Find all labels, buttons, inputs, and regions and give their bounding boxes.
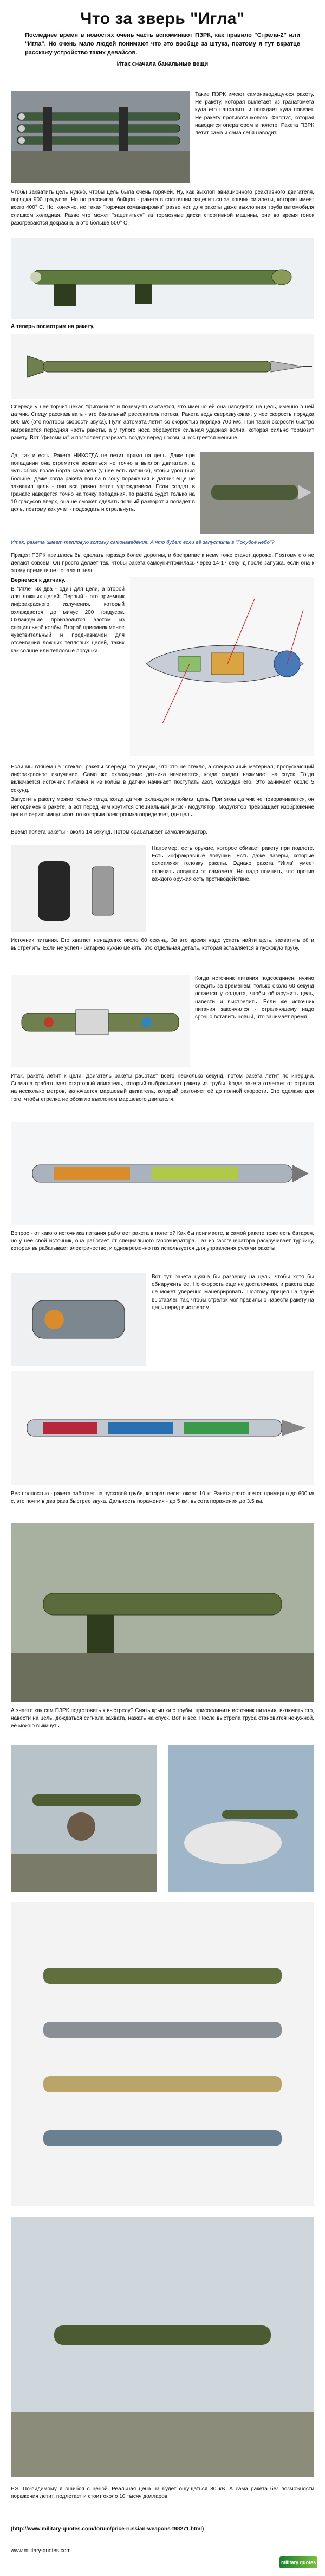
missile-rack-photo: [11, 91, 190, 183]
tube-cutaway: [11, 975, 190, 1067]
launcher-photo: [11, 1523, 314, 1702]
source-url[interactable]: (http://www.military-quotes.com/forum/price-russian-weapons-t98271.html): [11, 2526, 204, 2532]
launch-photo: [168, 1745, 314, 1892]
missile-section-illustration: [11, 1371, 314, 1485]
missile-head-illustration: [200, 452, 314, 534]
missile-photo: [11, 334, 314, 399]
launcher-diagram: [11, 238, 314, 319]
p12-text: Источник питания. Его хватает ненадолго: около 60 секунд. За это время надо успеть найти цель, захватить её и выстрелить. Если не успел - батарею нужно менять, это отдельная деталь, которая вставляется в пусковую трубу.: [11, 938, 314, 952]
battery-diagram: [11, 845, 146, 932]
gas-generator-photo: [11, 1273, 146, 1366]
p11-text: Например, есть оружие, которое сбивает ракету при подлете. Есть инфракрасные ловушки. Есть даже лазеры, которые ослепляют головку ракеты. Однако ракета "Игла" умеет отличать ловушки от самолета. Но надо помнить, что против каждого оружия есть противодействие.: [152, 845, 314, 882]
p10-text: Время полета ракеты - около 14 секунд. Потом срабатывает самоликвидатор.: [11, 829, 207, 835]
p18-text: А знаете как сам ПЗРК подготовить к выстрелу? Снять крышки с трубы, присоединить источник питания, включить его, навести на цель, дождаться сигнала захвата, нажать на спуск. Вот и всё. После выстрела труба становится ненужной, её можно выкинуть.: [11, 1708, 314, 1729]
missile-rack-illustration: [11, 91, 190, 183]
motor-illustration: [11, 1122, 314, 1225]
article-page: [0, 10, 325, 2576]
site-logo: military quotes: [280, 2556, 317, 2568]
battery-illustration: [11, 845, 146, 932]
site-name: www.military-quotes.com: [11, 2548, 71, 2554]
exploded-illustration: [11, 1902, 314, 2206]
p6-text: Прицел ПЗРК пришлось бы сделать гораздо более дорогим, и боеприпас к нему тоже станет дороже. Поэтому его не делают совсем. Он просто делает так, чтобы ракета самоуничтожилась через 14-17 секунд после запуска, если она к этому времени не попала в цель.: [11, 553, 314, 574]
p17-text: Вес полностью - ракета работает на пусковой трубе, которая весит около 10 кг. Ракета разгоняется примерно до 600 м/с, это почти в два раза быстрее звука. Дальность поражения - до 5 км, высота поражения до 3.5 км.: [11, 1491, 314, 1505]
section-subhead: Итак сначала банальные вещи: [116, 60, 209, 67]
p8-text: Если мы глянем на "стекло" ракеты спереди, то увидим, что это не стекло, а специальный материал, пропускающий инфракрасное излучение. Само же охлаждение датчика начинается, когда солдат нажимает на спуск. Тогда включается источник питания и из колбы в датчик начинает поступать азот, охлаждая его. Это занимает около 5 секунд.: [11, 764, 314, 793]
launcher-photo-illustration: [11, 1523, 314, 1702]
p4-text: Спереди у нее торчит некая "фигомина" и почему-то считается, что именно ей она наводится на цель, именно в ней датчик. Спецу рассказывать - это банальный рассекатель потока. Ракета ведь сверхзвуковая, у нее скорость порядка 500 м/с (это полторы скорости звука). Пуля автомата летит со скоростью порядка 700 м/с. При такой скорости быстро нагревается передняя часть ракеты, а у тупого носа образуется сильная ударная волна, которая сильно тормозит ракету. Вот "фигомина" и позволяет разрезать воздух перед носом, и нос греется меньше.: [11, 404, 314, 441]
intro-paragraph: Последнее время в новостях очень часть вспоминают ПЗРК, как правило "Стрела-2" или "Игла". Но очень мало людей понимают что это вообще за штука, поэтому я тут вкратце расскажу устройство таких девайсов.: [25, 32, 300, 56]
p7-text: В "Игле" их два - один для цели, а второй для ложных целей. Первый - это приемник инфракрасного излучения, который охлаждается до минус 200 градусов. Охлаждение производится азотом из специальной колбы. Второй приемник менее чувствительный и предназначен для отсеивания ложных тепловых целей, таких как солнце или тепловые ловушки.: [11, 586, 125, 654]
launch-illustration: [168, 1745, 314, 1892]
tube-illustration: [11, 975, 190, 1067]
p3-text: А теперь посмотрим на ракету.: [11, 324, 95, 330]
seeker-cutaway: [130, 577, 314, 756]
p1-text: Такие ПЗРК имеют самонаводящуюся ракету. Не ракету, которая вылетает из гранатомета куда его направить и попадает куда повезет. Не ракету противотанкового "Фагота", которая наводится оператором в полете. Ракета ПЗРК летит сама и сама себя наводит.: [195, 92, 314, 136]
q1-heading: Итак, ракета имеет тепловую головку самонаведения. А что будет если её запустить в "Голубое небо"?: [11, 540, 275, 546]
missile-section: [11, 1371, 314, 1485]
page-title: Что за зверь "Игла": [80, 10, 245, 28]
p7-heading: Вернемся к датчику.: [11, 578, 66, 584]
p2-text: Чтобы захватить цель нужно, чтобы цель была очень горячей. Ну, как выхлоп авиационного реактивного двигателя, порядка 900 градусов. Но но рассеиван бойцов - ракета в состоянии зацепиться за кончик сигареты, которая имеет всего 400° C. Но, конечно, не такая "горячая командировка" разве нет, для ракеты даже выхлопная труба автомобиля слишком холодная. Разве что может "зацепиться" за тормозные диски спортивной машины, они во время гонок разогреваются докрасна, а это больше 500° C.: [11, 189, 314, 226]
motor-cutaway: [11, 1122, 314, 1225]
seeker-illustration: [130, 577, 314, 756]
exploded-view: [11, 1902, 314, 2206]
p14-text: Итак, ракета летит к цели. Двигатель ракеты работает всего несколько секунд, потом ракета летит по инерции. Сначала срабатывает стартовый двигатель, который выбрасывает ракету из трубы. Когда ракета отлетает от стрелка на несколько метров, включается маршевый двигатель, который разгоняет её до полной скорости. Это сделано для того, чтобы стрелка не обожгло выхлопом маршевого двигателя.: [11, 1073, 314, 1103]
p16-text: Вот тут ракета нужна бы разверну на цель, чтобы хотя бы обнаружить ее. Но скорость еще не достаточная, и ракета еще не может уверенно маневрировать. Поэтому прицел на трубе выставлен так, чтобы стрелок мог правильно навести ракету на цель перед выстрелом.: [152, 1274, 314, 1311]
p9-text: Запустить ракету можно только тогда, когда датчик охлажден и поймал цель. При этом датчик не поворачивается, он неподвижен в ракете, а вот перед ним крутится специальный диск - модулятор. Модулятор превращает изображение цели в серию импульсов, по которым электроника определяет, где цель.: [11, 797, 314, 818]
launcher-illustration: [11, 238, 314, 319]
missile-head-photo: [200, 452, 314, 534]
missile-illustration: [11, 334, 314, 399]
p5-text: Да, так и есть. Ракета НИКОГДА не летит прямо на цель. Даже при попадании она стремится вонзиться не точно в выхлоп двигателя, а чуть сбоку возле борта самолета (у нее есть датчики), чтобы урон был больше. Даже когда ракета вошла в зону поражения и датчик ещё не захватил цель - она все равно летит упреждением. Если солдат в гранате наведется точно на точку попадания, то ракета будет только на 10 градусов вверх, она не сможет сделать полный разворот и попадет в цель, поэтому как учат - подождать и стрельнуть.: [11, 453, 195, 513]
p15-text: Вопрос - от какого источника питания работает ракета в полете? Как бы понимаете, в самой ракете тоже есть батарея, но у неё свой источник, она работает от специального газогенератора. Газ из газогенератора раскручивает турбину, которая вырабатывает электричество, и одновременно газ используется для управления рулями ракеты.: [11, 1231, 314, 1252]
p13-text: Когда источник питания подсоединен, нужно следить за временем: только около 60 секунд остается у солдата, чтобы обнаружить цель, навести и выстрелить. Если же источник питания закончился - стреляющему надо срочно вставить новый, что занимает время.: [195, 976, 314, 1020]
soldier-illustration: [11, 1745, 157, 1892]
comparison-illustration: [11, 2217, 314, 2477]
gas-generator-illustration: [11, 1273, 146, 1366]
comparison-photo: [11, 2217, 314, 2477]
p19-text: Р.S. По-видимому я ошибся с ценой. Реальная цена на будет ощущаться 80 кВ. А сама ракета без возможности поражения летит, подлетает и стоит около 10 тысяч долларов.: [11, 2486, 314, 2500]
soldier-photo: [11, 1745, 157, 1892]
